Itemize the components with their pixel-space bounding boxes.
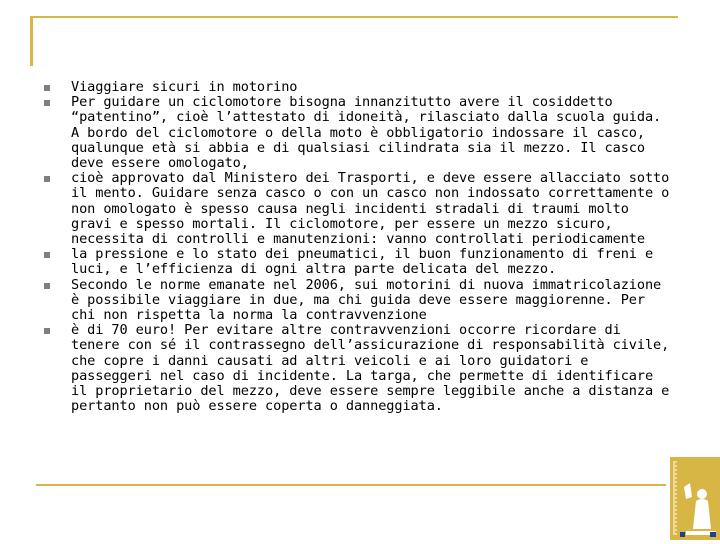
paragraph-text: Secondo le norme emanate nel 2006, sui motorini di nuova immatricolazione è possibile viaggiare in due, ma chi guida deve essere maggiorenne. Per chi non rispetta la norma la contravvenzione — [71, 276, 662, 324]
square-bullet-icon — [44, 328, 50, 334]
bullet-list — [42, 80, 674, 414]
square-bullet-icon — [44, 252, 50, 258]
paragraph-text: Viaggiare sicuri in motorino — [71, 79, 298, 95]
seal-figure-icon — [670, 457, 720, 540]
left-border-line — [30, 16, 33, 66]
paragraph-text: Per guidare un ciclomotore bisogna innanzitutto avere il cosiddetto “patentino”, cioè l’attestato di idoneità, rilasciato dalla scuola guida. A bordo del ciclomotore o della moto è obbligatorio indossare il casco, qualunque età si abbia e di qualsiasi cilindrata sia il mezzo. Il casco deve essere omologato, — [71, 94, 662, 172]
square-bullet-icon — [44, 283, 50, 289]
list-item — [42, 95, 674, 171]
square-bullet-icon — [44, 85, 50, 91]
bottom-border-line — [36, 484, 666, 486]
paragraph-text: cioè approvato dal Ministero dei Trasporti, e deve essere allacciato sotto il mento. Guidare senza casco o con un casco non indossato correttamente o non omologato è spesso causa negli incidenti stradali di traumi molto gravi e spesso mortali. Il ciclomotore, per essere un mezzo sicuro, necessita di controlli e manutenzioni: vanno controllati periodicamente — [71, 170, 670, 248]
list-item — [42, 80, 674, 95]
corner-seal-logo — [670, 457, 720, 540]
list-item — [42, 171, 674, 247]
paragraph-text: è di 70 euro! Per evitare altre contravvenzioni occorre ricordare di tenere con sé il contrassegno dell’assicurazione di responsabilità civile, che copre i danni causati ad altri veicoli e ai loro guidatori e passeggeri nel caso di incidente. La targa, che permette di identificare il proprietario del mezzo, deve essere sempre leggibile anche a distanza e pertanto non può essere coperta o danneggiata. — [71, 322, 670, 415]
list-item — [42, 323, 674, 414]
list-item — [42, 247, 674, 277]
list-item — [42, 278, 674, 324]
top-border-line — [30, 16, 678, 18]
square-bullet-icon — [44, 100, 50, 106]
square-bullet-icon — [44, 176, 50, 182]
paragraph-text: la pressione e lo stato dei pneumatici, il buon funzionamento di freni e luci, e l’efficienza di ogni altra parte delicata del mezzo. — [71, 246, 654, 278]
